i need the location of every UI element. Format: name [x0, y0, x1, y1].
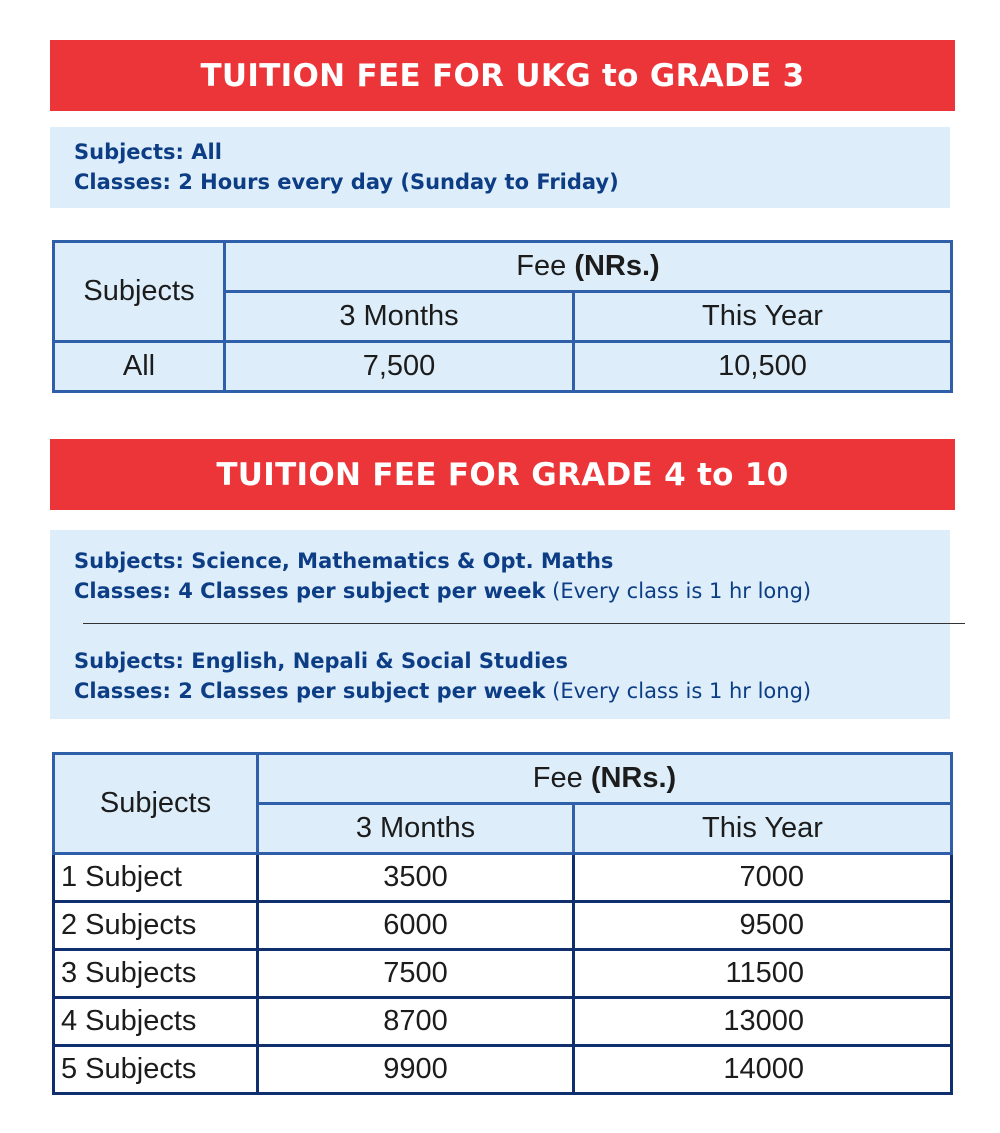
banner-grade4-10: TUITION FEE FOR GRADE 4 to 10 — [50, 439, 955, 510]
row-subject: All — [54, 342, 225, 392]
table-row — [54, 902, 952, 950]
row-subject: 5 Subjects — [54, 1046, 258, 1094]
row-this-year: 11500 — [574, 950, 952, 998]
info-subjects: Subjects: All — [74, 140, 222, 164]
info-classes: Classes: 2 Hours every day (Sunday to Friday) — [74, 170, 619, 194]
info-block2-subjects: Subjects: English, Nepali & Social Studies — [74, 649, 569, 673]
fee-unit: (NRs.) — [590, 762, 677, 794]
fee-unit: (NRs.) — [574, 250, 660, 282]
header-this-year: This Year — [574, 292, 952, 342]
header-subjects: Subjects — [54, 754, 258, 854]
header-fee — [258, 754, 952, 804]
row-this-year: 9500 — [574, 902, 952, 950]
table-row — [54, 998, 952, 1046]
fee-label: Fee — [516, 250, 567, 282]
row-3-months: 6000 — [258, 902, 574, 950]
row-subject: 2 Subjects — [54, 902, 258, 950]
row-3-months: 7,500 — [225, 342, 574, 392]
info-block2-note: (Every class is 1 hr long) — [552, 679, 812, 703]
info-box-ukg-grade3 — [50, 127, 950, 208]
info-divider — [83, 623, 965, 624]
row-this-year: 7000 — [574, 854, 952, 902]
header-fee — [225, 242, 952, 292]
row-this-year: 14000 — [574, 1046, 952, 1094]
header-this-year: This Year — [574, 804, 952, 854]
row-subject: 4 Subjects — [54, 998, 258, 1046]
banner-ukg-grade3: TUITION FEE FOR UKG to GRADE 3 — [50, 40, 955, 111]
row-3-months: 3500 — [258, 854, 574, 902]
info-block1-classes: Classes: 4 Classes per subject per week — [74, 579, 546, 603]
table-row — [54, 854, 952, 902]
header-3-months: 3 Months — [225, 292, 574, 342]
fee-table-grade4-10 — [52, 752, 953, 1095]
row-this-year: 10,500 — [574, 342, 952, 392]
info-block2-classes: Classes: 2 Classes per subject per week — [74, 679, 546, 703]
row-subject: 3 Subjects — [54, 950, 258, 998]
row-this-year: 13000 — [574, 998, 952, 1046]
row-3-months: 7500 — [258, 950, 574, 998]
fee-table-ukg-grade3 — [52, 240, 953, 393]
info-box-grade4-10 — [50, 530, 950, 719]
row-3-months: 9900 — [258, 1046, 574, 1094]
table-row — [54, 342, 952, 392]
table-row — [54, 950, 952, 998]
info-block1-subjects: Subjects: Science, Mathematics & Opt. Maths — [74, 549, 614, 573]
info-block1-note: (Every class is 1 hr long) — [552, 579, 812, 603]
header-subjects: Subjects — [54, 242, 225, 342]
row-3-months: 8700 — [258, 998, 574, 1046]
header-3-months: 3 Months — [258, 804, 574, 854]
table-row — [54, 1046, 952, 1094]
fee-label: Fee — [532, 762, 583, 794]
row-subject: 1 Subject — [54, 854, 258, 902]
